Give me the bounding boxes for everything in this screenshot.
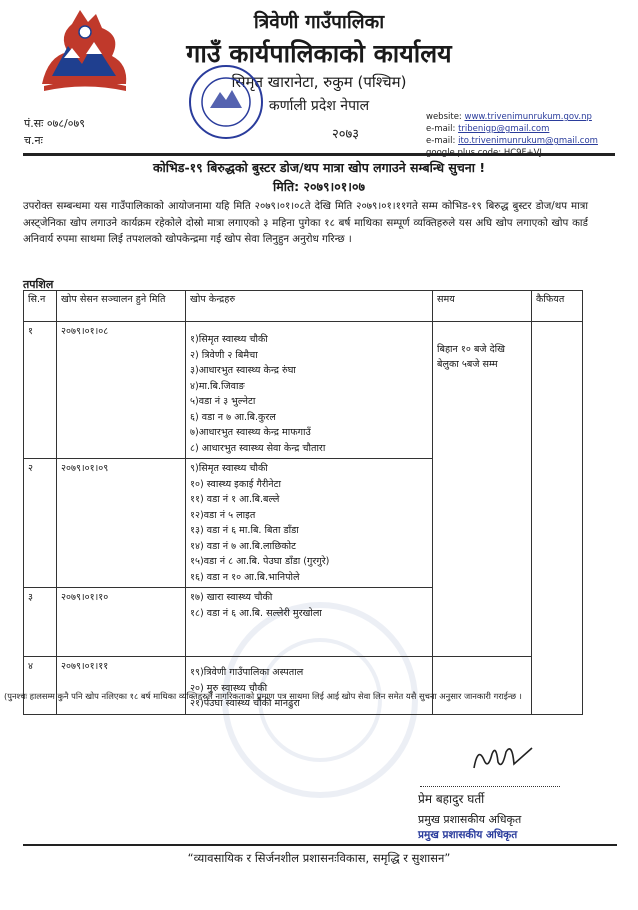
site-item: ६) वडा न ७ आ.बि.कुरल xyxy=(190,411,276,423)
letter-number: पं.सः ०७८/०७९ xyxy=(24,117,85,130)
footer-motto: “व्यावसायिक र सिर्जनशील प्रशासनःविकास, समृद्धि र सुशासन” xyxy=(187,851,451,865)
municipality-name: त्रिवेणी गाउँपालिका xyxy=(253,11,385,33)
dispatch-number: च.नः xyxy=(24,134,43,147)
row-date: २०७९।०१।११ xyxy=(57,657,186,715)
site-item: ३)आधारभुत स्वास्थ्य केन्द्र रुंघा xyxy=(190,365,296,376)
email-link-2[interactable]: ito.trivenimunrukum@gmail.com xyxy=(458,136,598,146)
notice-date: मिति: २०७९।०१।०७ xyxy=(273,179,365,194)
table-header-row xyxy=(24,291,583,322)
col-header-date: खोप सेसन सञ्चालन हुने मिति xyxy=(57,291,186,322)
email-line-1: e-mail: tribenigp@gmail.com xyxy=(426,124,550,134)
office-seal-stamp xyxy=(180,62,300,150)
header-divider xyxy=(23,153,615,156)
row-sites xyxy=(186,588,433,657)
footer-divider xyxy=(23,844,617,846)
signatory-title-stamp: प्रमुख प्रशासकीय अधिकृत xyxy=(418,829,518,841)
website-link[interactable]: www.trivenimunrukum.gov.np xyxy=(464,112,592,122)
province-name: कर्णाली प्रदेश नेपाल xyxy=(268,98,370,114)
site-item: १३) वडा नं ६ मा.बि. बिता डाँडा xyxy=(190,525,299,536)
vaccination-schedule-table xyxy=(23,290,583,715)
site-item: १७) खारा स्वास्थ्य चौकी xyxy=(190,592,273,603)
row-sn: २ xyxy=(24,459,57,588)
remarks-cell xyxy=(532,322,583,715)
signatory-title: प्रमुख प्रशासकीय अधिकृत xyxy=(418,813,522,826)
site-item: ८) आधारभुत स्वास्थ्य सेवा केन्द्र चौतारा xyxy=(190,442,326,454)
row-sites xyxy=(186,322,433,459)
signatory-name: प्रेम बहादुर घर्ती xyxy=(418,792,485,806)
details-heading: तपशिल xyxy=(23,278,54,291)
row-sn: १ xyxy=(24,322,57,459)
notice-subject: कोभिड-१९ बिरुद्धको बुस्टर डोज/थप मात्रा खोप लगाउने सम्बन्धि सुचना ! xyxy=(152,160,486,175)
time-cell-empty xyxy=(433,657,532,715)
office-address: सिमृत खारानेटा, रुकुम (पश्चिम) xyxy=(231,73,407,91)
site-item: १४) वडा नं ७ आ.बि.लाछिकोट xyxy=(190,540,296,552)
row-date: २०७९।०१।०९ xyxy=(57,459,186,588)
col-header-time: समय xyxy=(433,291,532,322)
col-header-sn: सि.न xyxy=(24,291,57,322)
site-item: २१)पेउघा स्वास्थ्य चौकी मानढुरा xyxy=(190,698,300,709)
email-link-1[interactable]: tribenigp@gmail.com xyxy=(458,124,550,134)
established-year: २०७३ xyxy=(332,127,360,142)
col-header-remarks: कैफियत xyxy=(532,291,583,322)
table-row xyxy=(24,322,583,459)
site-item: १९)त्रिवेणी गाउँपालिका अस्पताल xyxy=(190,667,304,678)
site-item: २०) मुरु स्वास्थ्य चौकी xyxy=(190,682,268,694)
site-item: १५)वडा नं ८ आ.बि. पेउघा डाँडा (गुरगुरे) xyxy=(190,556,330,567)
row-date: २०७९।०१।१० xyxy=(57,588,186,657)
site-item: ११) वडा नं १ आ.बि.बल्ले xyxy=(190,494,280,505)
website-line: website: www.trivenimunrukum.gov.np xyxy=(426,112,592,122)
time-cell: बिहान १० बजे देखि बेलुका ५बजे सम्म xyxy=(433,322,532,657)
notice-body: उपरोक्त सम्बन्धमा यस गाउँपालिकाको आयोजनामा यहि मिति २०७९।०१।०८ते देखि मिति २०७९।०१।११गते सम्म कोभिड-१९ बिरुद्ध बुस्टर डोज/थप मात्रा अस्ट्जेनिका खोप लगाउने कार्यक्रम रहेकोले दोस्रो मात्रा लगाएको ३ महिना पुगेका १८ बर्ष माथिका सम्पूर्ण व्यक्तिहरुले यस अघि खोप लगाएको खोप कार्ड अनिवार्य रुपमा साथमा लिई तपशलको खोपकेन्द्रमा गई खोप सेवा लिनुहुन अनुरोध गरिन्छ । xyxy=(23,201,588,245)
site-item: ९)सिमृत स्वास्थ्य चौकी xyxy=(190,463,268,474)
office-name: गाउँ कार्यपालिकाको कार्यालय xyxy=(186,39,452,68)
row-sites xyxy=(186,459,433,588)
row-sites xyxy=(186,657,433,715)
site-item: ५)वडा नं ३ भुल्नेटा xyxy=(190,396,256,407)
handwritten-signature xyxy=(468,740,538,776)
signature-line xyxy=(420,786,560,787)
site-item: १६) वडा न १० आ.बि.भानिपोले xyxy=(190,571,300,583)
site-item: १०) स्वास्थ्य इकाई गैरीनेटा xyxy=(190,478,281,490)
site-item: १८) वडा नं ६ आ.बि. सल्लेरी मुरखोला xyxy=(190,607,322,619)
row-sn: ३ xyxy=(24,588,57,657)
row-date: २०७९।०१।०८ xyxy=(57,322,186,459)
site-item: १)सिमृत स्वास्थ्य चौकी xyxy=(190,334,268,345)
site-item: २) त्रिवेणी २ बिमैचा xyxy=(190,349,258,361)
site-item: १२)वडा नं ५ लाइत xyxy=(190,509,256,521)
postscript-note: (पुनश्चः हालसम्म कुनै पनि खोप नलिएका १८ बर्ष माथिका व्यक्तिहरुले नागरिकताको प्रमाण पत्र साथमा लिई आई खोप सेवा लिन समेत यसै सुचना अनुसार जानकारी गराईन्छ । xyxy=(4,691,522,701)
table-row xyxy=(24,657,583,715)
site-item: ७)आधारभुत स्वास्थ्य केन्द्र माफगाउँ xyxy=(190,427,311,438)
email-line-2: e-mail: ito.trivenimunrukum@gmail.com xyxy=(426,136,598,146)
row-sn: ४ xyxy=(24,657,57,715)
site-item: ४)मा.बि.जिवाङ xyxy=(190,380,245,392)
col-header-centers: खोप केन्द्रहरु xyxy=(186,291,433,322)
